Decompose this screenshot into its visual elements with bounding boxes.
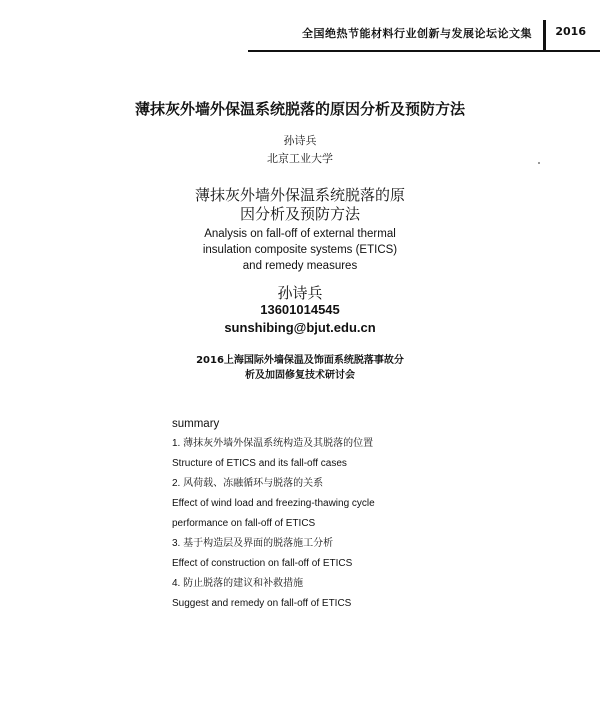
paper-affiliation: 北京工业大学: [267, 152, 333, 165]
slide-email: sunshibing@bjut.edu.cn: [224, 320, 376, 335]
proceedings-year: 2016: [555, 25, 586, 38]
summary-line: Structure of ETICS and its fall-off cases: [172, 458, 347, 469]
summary-line: 1. 薄抹灰外墙外保温系统构造及其脱落的位置: [172, 438, 374, 449]
slide-title-cn-line1: 薄抹灰外墙外保温系统脱落的原: [194, 186, 405, 204]
page-header: [248, 18, 600, 52]
header-separator: [543, 20, 546, 50]
proceedings-title: 全国绝热节能材料行业创新与发展论坛论文集: [302, 27, 532, 40]
summary-heading: summary: [172, 418, 220, 430]
summary-line: Effect of construction on fall-off of ETICS: [172, 558, 353, 569]
paper-title: 薄抹灰外墙外保温系统脱落的原因分析及预防方法: [134, 100, 465, 118]
slide-title-cn-line2: 因分析及预防方法: [239, 205, 360, 223]
summary-line: 3. 基于构造层及界面的脱落施工分析: [172, 538, 334, 549]
conference-line1: 2016上海国际外墙保温及饰面系统脱落事故分: [196, 355, 404, 366]
slide-author: 孙诗兵: [277, 284, 323, 302]
slide-phone: 13601014545: [260, 302, 340, 317]
summary-line: performance on fall-off of ETICS: [172, 518, 316, 529]
slide-title-en-line2: insulation composite systems (ETICS): [202, 244, 398, 256]
summary-line: Effect of wind load and freezing-thawing cycle: [172, 498, 375, 509]
summary-line: Suggest and remedy on fall-off of ETICS: [172, 598, 352, 609]
scan-speck: [538, 162, 540, 164]
slide-title-en-line3: and remedy measures: [242, 260, 358, 272]
conference-line2: 析及加固修复技术研讨会: [245, 370, 355, 381]
summary-line: 2. 风荷载、冻融循环与脱落的关系: [172, 478, 324, 489]
paper-author: 孙诗兵: [283, 134, 317, 147]
slide-title-en-line1: Analysis on fall-off of external thermal: [204, 228, 396, 240]
summary-section: [172, 418, 472, 618]
summary-line: 4. 防止脱落的建议和补救措施: [172, 578, 304, 589]
